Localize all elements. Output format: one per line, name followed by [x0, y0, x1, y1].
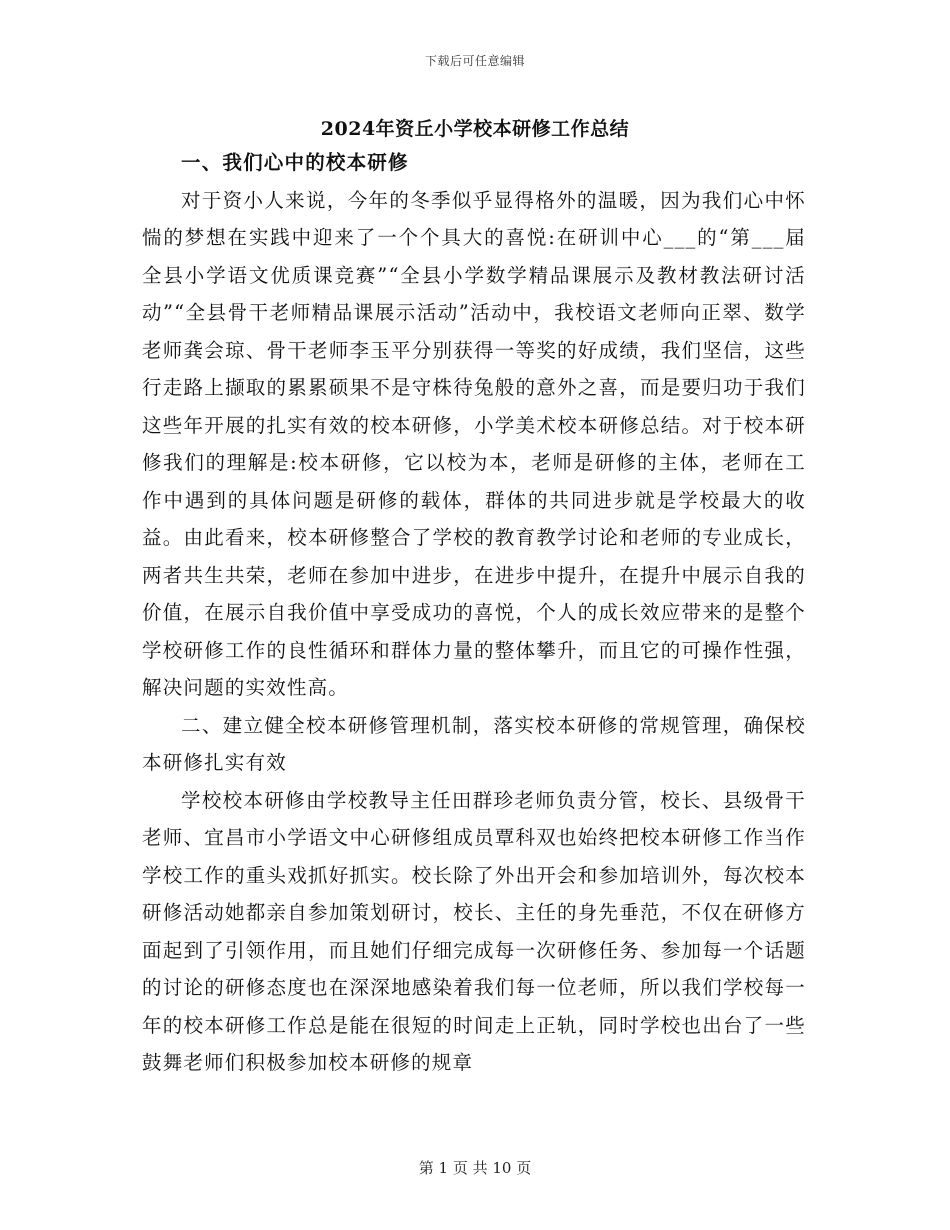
section-1-paragraph: 对于资小人来说，今年的冬季似乎显得格外的温暖，因为我们心中怀惴的梦想在实践中迎来了一个个具大的喜悦:在研训中心___的“第___届全县小学语文优质课竞赛”“全县小学数学精品课展示及教材教法研讨活动”“全县骨干老师精品课展示活动”活动中，我校语文老师向正翠、数学老师龚会琼、骨干老师李玉平分别获得一等奖的好成绩，我们坚信，这些行走路上撷取的累累硕果不是守株待兔般的意外之喜，而是要归功于我们这些年开展的扎实有效的校本研修，小学美术校本研修总结。对于校本研修我们的理解是:校本研修，它以校为本，老师是研修的主体，老师在工作中遇到的具体问题是研修的载体，群体的共同进步就是学校最大的收益。由此看来，校本研修整合了学校的教育教学讨论和老师的专业成长，两者共生共荣，老师在参加中进步，在进步中提升，在提升中展示自我的价值，在展示自我价值中享受成功的喜悦，个人的成长效应带来的是整个学校研修工作的良性循环和群体力量的整体攀升，而且它的可操作性强，解决问题的实效性高。	[142, 188, 806, 699]
section-1-heading: 一、我们心中的校本研修	[181, 151, 409, 174]
document-title: 2024年资丘小学校本研修工作总结	[320, 118, 630, 140]
section-2-paragraph: 学校校本研修由学校教导主任田群珍老师负责分管，校长、县级骨干老师、宜昌市小学语文中心研修组成员覃科双也始终把校本研修工作当作学校工作的重头戏抓好抓实。校长除了外出开会和参加培训外，每次校本研修活动她都亲自参加策划研讨，校长、主任的身先垂范，不仅在研修方面起到了引领作用，而且她们仔细完成每一次研修任务、参加每一个话题的讨论的研修态度也在深深地感染着我们每一位老师，所以我们学校每一年的校本研修工作总是能在很短的时间走上正轨，同时学校也出台了一些鼓舞老师们积极参加校本研修的规章	[142, 788, 806, 1074]
section-2-heading: 二、建立健全校本研修管理机制，落实校本研修的常规管理，确保校本研修扎实有效	[142, 713, 806, 774]
document-body	[142, 144, 806, 1082]
page-number: 第 1 页 共 10 页	[418, 1159, 532, 1177]
page-header-note: 下载后可任意编辑	[424, 54, 525, 68]
